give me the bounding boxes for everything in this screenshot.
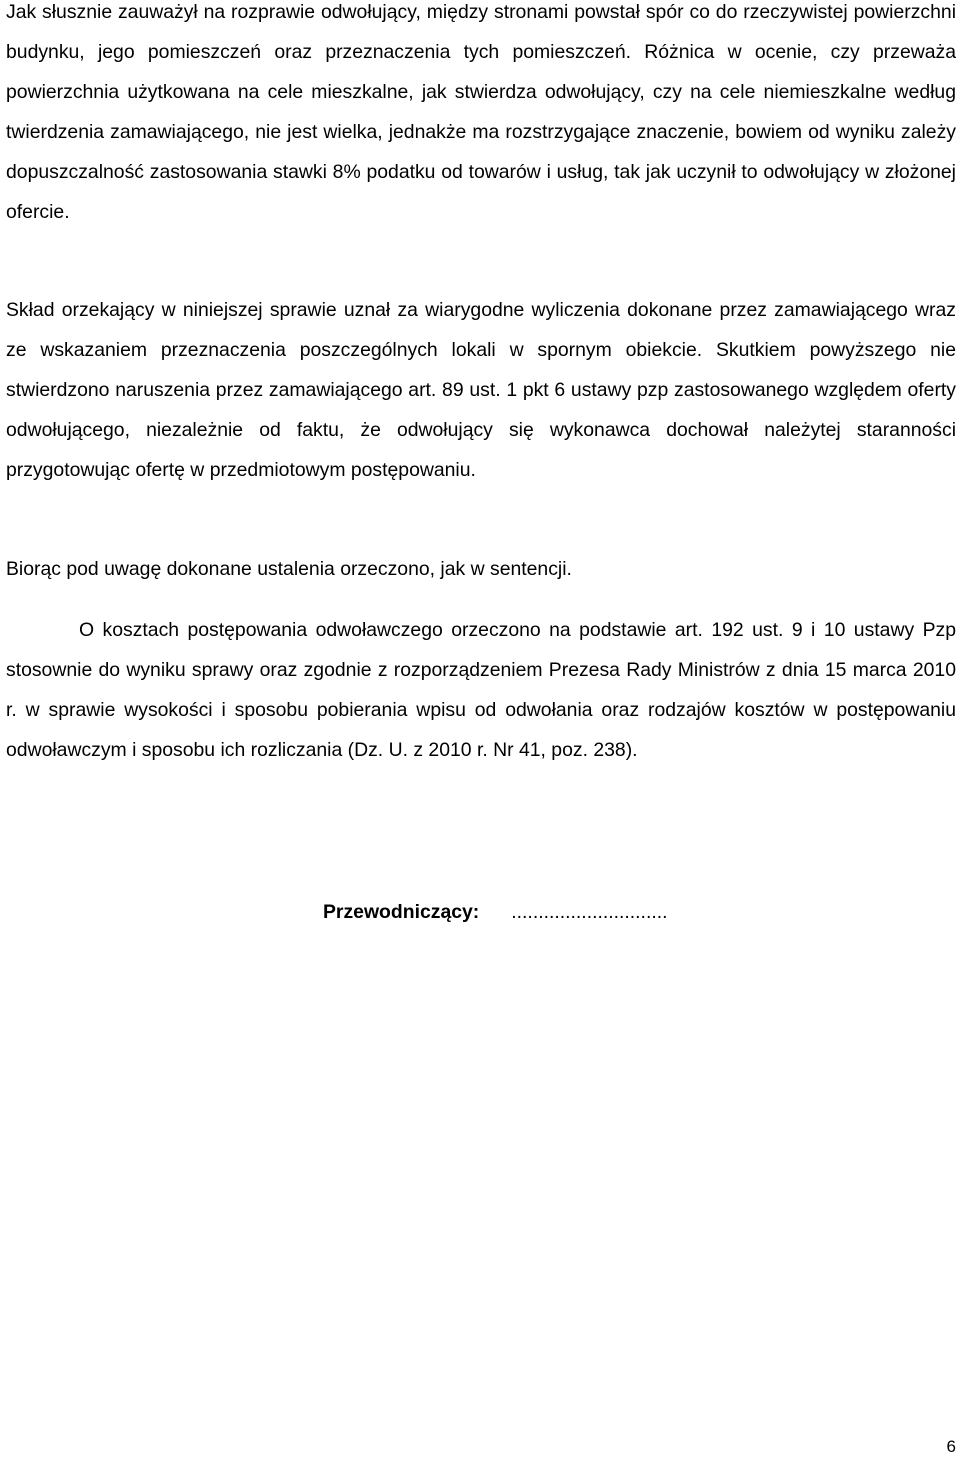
paragraph-panel-findings: Skład orzekający w niniejszej sprawie uznał za wiarygodne wyliczenia dokonane przez zamawiającego wraz ze wskazaniem przeznaczenia poszczególnych lokali w spornym obiekcie. Skutkiem powyższego nie stwierdzono naruszenia przez zamawiającego art. 89 ust. 1 pkt 6 ustawy pzp zastosowanego względem oferty odwołującego, niezależnie od faktu, że odwołujący się wykonawca dochował należytej staranności przygotowując ofertę w przedmiotowym postępowaniu. bbox=[6, 299, 956, 481]
signature-block bbox=[323, 896, 668, 928]
paragraph-ruling: Biorąc pod uwagę dokonane ustalenia orzeczono, jak w sentencji. bbox=[6, 558, 572, 580]
paragraph-costs: O kosztach postępowania odwoławczego orzeczono na podstawie art. 192 ust. 9 i 10 ustawy Pzp stosownie do wyniku sprawy oraz zgodnie z rozporządzeniem Prezesa Rady Ministrów z dnia 15 marca 2010 r. w sprawie wysokości i sposobu pobierania wpisu od odwołania oraz rodzajów kosztów w postępowaniu odwoławczym i sposobu ich rozliczania (Dz. U. z 2010 r. Nr 41, poz. 238). bbox=[6, 619, 956, 761]
signature-label: Przewodniczący: bbox=[323, 901, 480, 923]
page-number: 6 bbox=[946, 1437, 956, 1456]
signature-line: ............................. bbox=[511, 901, 668, 923]
paragraph-dispute-summary: Jak słusznie zauważył na rozprawie odwołujący, między stronami powstał spór co do rzeczywistej powierzchni budynku, jego pomieszczeń oraz przeznaczenia tych pomieszczeń. Różnica w ocenie, czy przeważa powierzchnia użytkowana na cele mieszkalne, jak stwierdza odwołujący, czy na cele niemieszkalne według twierdzenia zamawiającego, nie jest wielka, jednakże ma rozstrzygające znaczenie, bowiem od wyniku zależy dopuszczalność zastosowania stawki 8% podatku od towarów i usług, tak jak uczynił to odwołujący w złożonej ofercie. bbox=[6, 1, 956, 223]
